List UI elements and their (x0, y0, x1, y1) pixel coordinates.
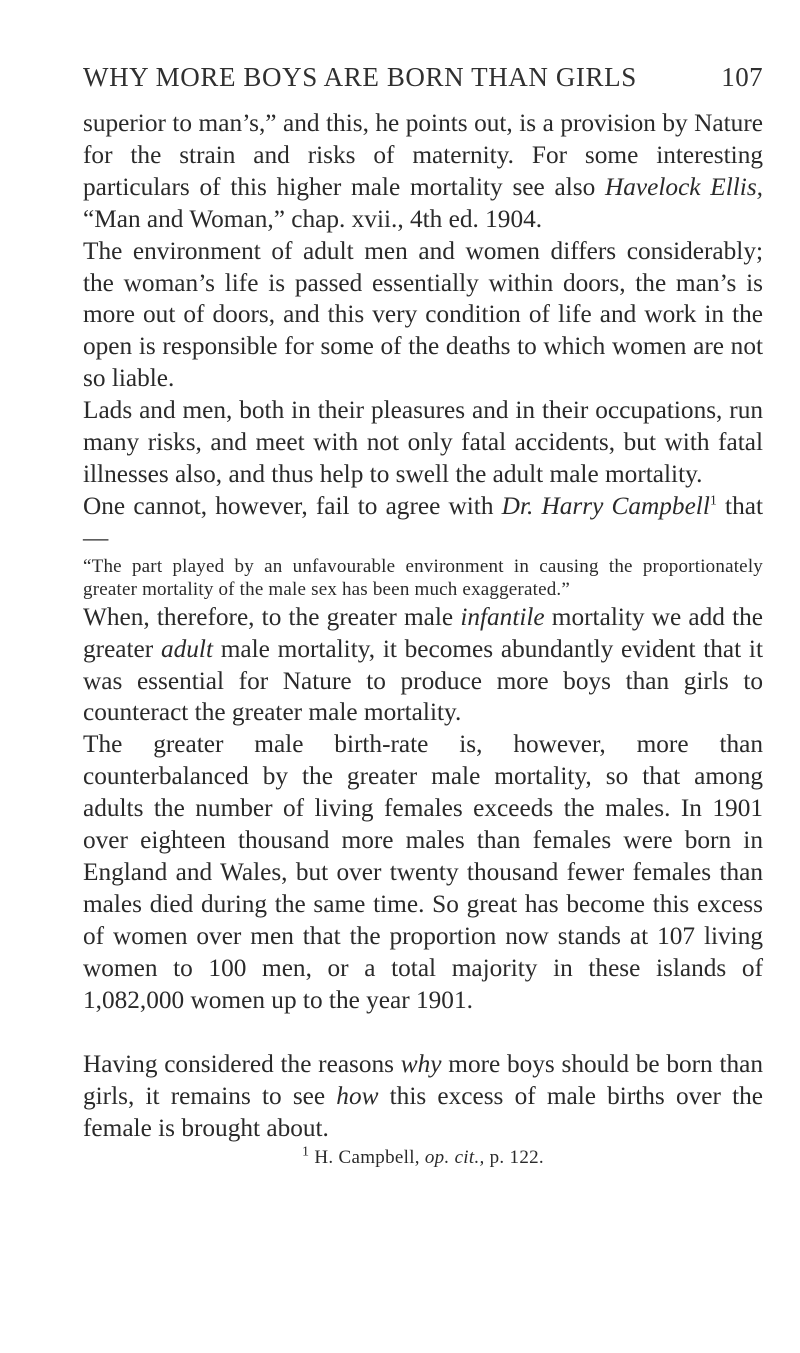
text-run: more boys should be born than girls, it remains to see (83, 1050, 763, 1111)
text-run: H. Campbell, (309, 1147, 425, 1169)
running-title: WHY MORE BOYS ARE BORN THAN GIRLS (83, 62, 637, 92)
section-gap (83, 1016, 763, 1049)
text-run: Having considered the reasons (83, 1050, 401, 1079)
italic-citation: op. cit., (424, 1147, 485, 1169)
italic-author: Havelock Ellis, (605, 172, 763, 201)
block-quote: “The part played by an unfavourable environment in causing the proportionately greater mortality of the male sex has been much exaggerated.” (83, 555, 763, 601)
italic-word: why (400, 1050, 442, 1079)
book-page (83, 62, 763, 1169)
text-run: mortality we add the greater (83, 602, 763, 663)
italic-word: how (336, 1082, 379, 1111)
footnote-ref[interactable]: 1 (709, 493, 717, 509)
paragraph-5 (83, 602, 763, 730)
text-run: p. 122. (484, 1147, 544, 1169)
text-run: “Man and Woman,” chap. xvii., 4th ed. 1904. (83, 204, 543, 233)
page-number: 107 (721, 62, 763, 92)
paragraph-2: The environment of adult men and women differs considerably; the woman’s life is passed essentially within doors, the man’s is more out of doors, and this very condition of life and work in the open is responsible for some of the deaths to which women are not so liable. (83, 236, 763, 393)
body-text (83, 108, 763, 1145)
footnote-marker: 1 (302, 1144, 310, 1160)
italic-author: Dr. Harry Campbell (501, 491, 710, 520)
paragraph-6: The greater male birth-rate is, however, more than counterbalanced by the greater male mortality, so that among adults the number of living females exceeds the males. In 1901 over eighteen thousand more males than females were born in England and Wales, but over twenty thousand fewer females than males died during the same time. So great has become this excess of women over men that the proportion now stands at 107 living women to 100 men, or a total majority in these islands of 1,082,000 women up to the year 1901. (83, 730, 763, 1014)
paragraph-4 (83, 491, 763, 555)
text-run: this excess of male births over the female is brought about. (83, 1082, 763, 1143)
text-run: superior to man’s,” and this, he points out, is a provision by Nature for the strain and risks of maternity. For some interesting particulars of this higher male mortality see also (83, 109, 763, 201)
text-run: One cannot, however, fail to agree with (83, 491, 502, 520)
paragraph-1 (83, 108, 763, 236)
text-run: When, therefore, to the greater male (83, 602, 461, 631)
paragraph-3: Lads and men, both in their pleasures and in their occupations, run many risks, and meet with not only fatal accidents, but with fatal illnesses also, and thus help to swell the adult male mortality. (83, 396, 763, 488)
running-header (83, 62, 763, 106)
text-run: male mortality, it becomes abundantly evident that it was essential for Nature to produce more boys than girls to counteract the greater male mortality. (83, 634, 763, 727)
italic-word: infantile (460, 602, 545, 631)
paragraph-7 (83, 1049, 763, 1145)
text-run: that— (83, 491, 763, 552)
footnote (83, 1144, 763, 1169)
italic-word: adult (160, 634, 213, 663)
